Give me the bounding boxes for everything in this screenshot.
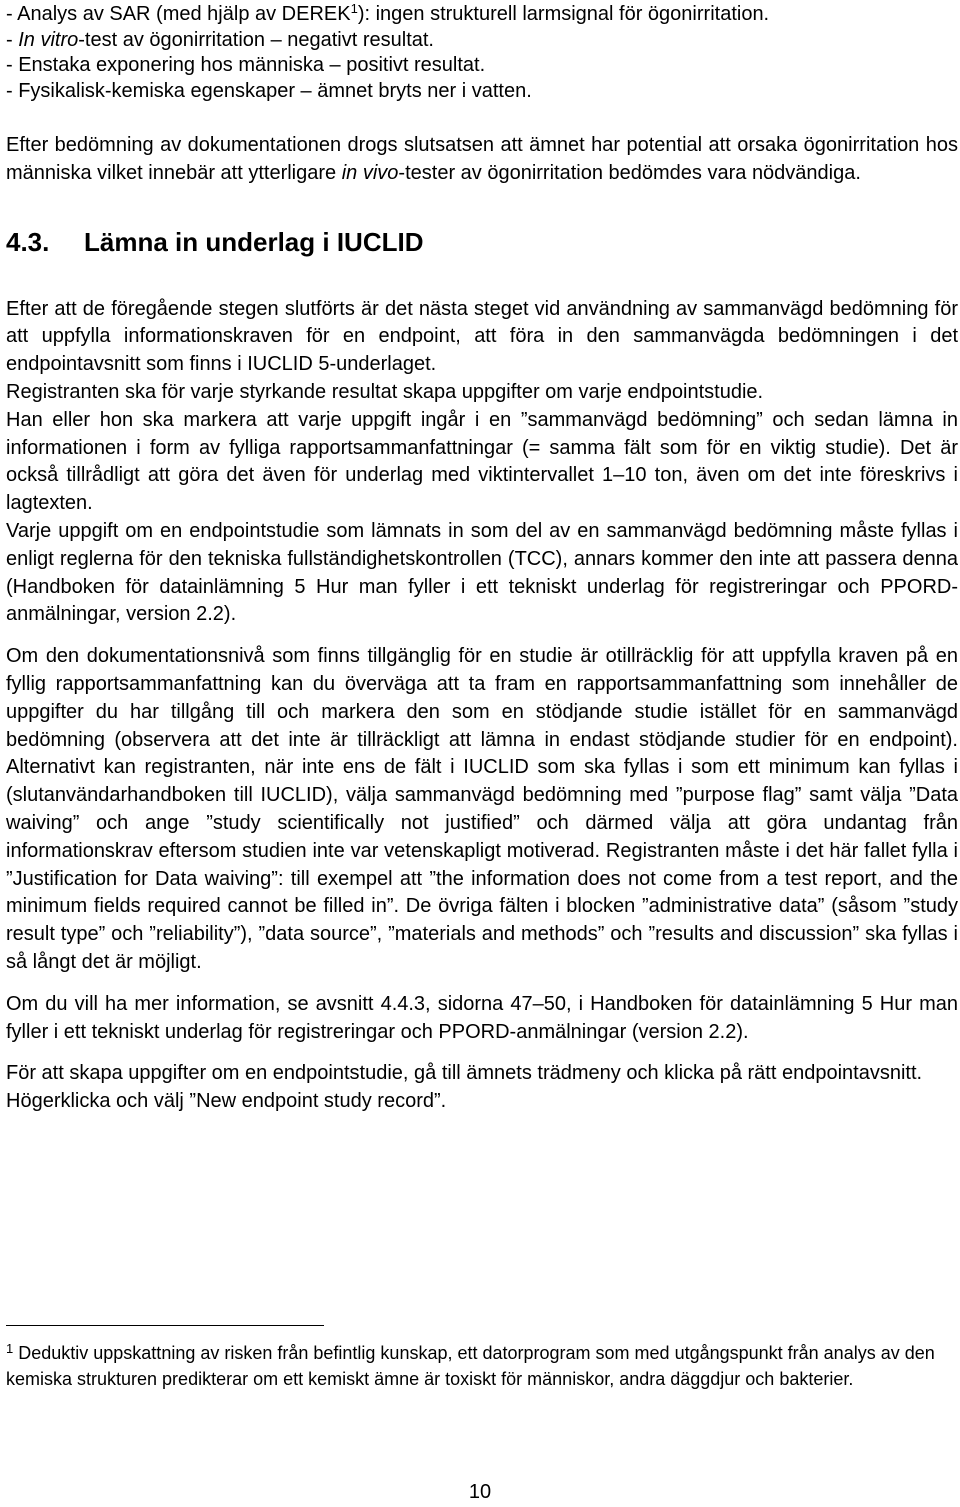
list-item: - Fysikalisk-kemiska egenskaper – ämnet bryts ner i vatten. <box>6 79 532 102</box>
section-heading <box>6 225 958 259</box>
list-item: - Analys av SAR (med hjälp av DEREK$^1$): ingen strukturell larmsignal för ögonirritation. <box>6 1 770 25</box>
more-info-paragraph: Om du vill ha mer information, se avsnitt 4.4.3, sidorna 47–50, i Handboken för datainlämning 5 Hur man fyller i ett tekniskt underlag för registreringar och PPORD-anmälningar (version 2.2). <box>6 992 958 1043</box>
section-title: Lämna in underlag i IUCLID <box>84 226 424 257</box>
instructions-paragraph: För att skapa uppgifter om en endpointstudie, gå till ämnets trädmeny och klicka på rätt endpointavsnitt. Högerklicka och välj ”New endpoint study record”. <box>6 1062 923 1113</box>
evidence-list <box>6 0 958 104</box>
documentation-level-paragraph: Om den dokumentationsnivå som finns tillgänglig för en studie är otillräcklig för att uppfylla kraven på en fyllig rapportsammanfattning kan du överväga att ta fram en rapportsammanfattning som innehåller de uppgifter du har tillgång till och markera den som en stödjande studie istället för en sammanvägd bedömning (observera att det inte är tillräckligt att lämna in endast stödjande studier för en endpoint). Alternativt kan registranten, när inte ens de fält i IUCLID som ska fyllas i som ett minimum kan fyllas i (slutanvändarhandboken till IUCLID), välja sammanvägd bedömning med ”purpose flag” samt välja ”Data waiving” och ange ”study scientifically not justified” och därmed välja att göra undantag från informationskrav eftersom studien inte var vetenskapligt motiverad. Registranten måste i det här fallet fylla i ”Justification for Data waiving”: till exempel att ”the information does not come from a test report, and the minimum fields required cannot be filled in”. De övriga fälten i blocken ”administrative data” (såsom ”study result type” och ”reliability”), ”data source”, ”materials and methods” och ”results and discussion” ska fyllas i så långt det är möjligt. <box>6 645 958 973</box>
iuclid-paragraph: Efter att de föregående stegen slutförts är det nästa steget vid användning av sammanvägd bedömning för att uppfylla informationskraven för en endpoint, att föra in den sammanvägda bedömningen i det endpointavsnitt som finns i IUCLID 5-underlaget. Registranten ska för varje styrkande resultat skapa uppgifter om varje endpointstudie. Han eller hon ska markera att varje uppgift ingår i en ”sammanvägd bedömning” och sedan lämna in informationen i form av fylliga rapportsammanfattningar (= samma fält som för en viktig studie). Det är också tillrådligt att göra det även för underlag med viktintervallet 1–10 ton, även om det inte föreskrivs i lagtexten. Varje uppgift om en endpointstudie som lämnats in som del av en sammanvägd bedömning måste fyllas i enligt reglerna för den tekniska fullständighetskontrollen (TCC), annars kommer den inte att passera denna (Handboken för datainlämning 5 Hur man fyller i ett tekniskt underlag för registreringar och PPORD-anmälningar, version 2.2). <box>6 297 958 626</box>
conclusion-paragraph: Efter bedömning av dokumentationen drogs slutsatsen att ämnet har potential att orsaka ögonirritation hos människa vilket innebär att ytterligare in vivo-tester av ögonirritation bedömdes vara nödvändiga. <box>6 134 958 184</box>
footnote-ref[interactable]: 1 <box>350 1 358 16</box>
list-item: - In vitro-test av ögonirritation – negativt resultat. <box>6 28 434 51</box>
document-page <box>6 0 958 1116</box>
page-number: 10 <box>468 1481 492 1503</box>
footnote: $^1$ Deduktiv uppskattning av risken från befintlig kunskap, ett datorprogram som med utgångspunkt från analys av den kemiska strukturen predikterar om ett kemiskt ämne är toxiskt för människor, andra däggdjur och bakterier. <box>6 1341 935 1389</box>
footnote-divider <box>6 1325 324 1326</box>
list-item: - Enstaka exponering hos människa – positivt resultat. <box>6 54 486 76</box>
section-number: 4.3. <box>6 226 50 257</box>
